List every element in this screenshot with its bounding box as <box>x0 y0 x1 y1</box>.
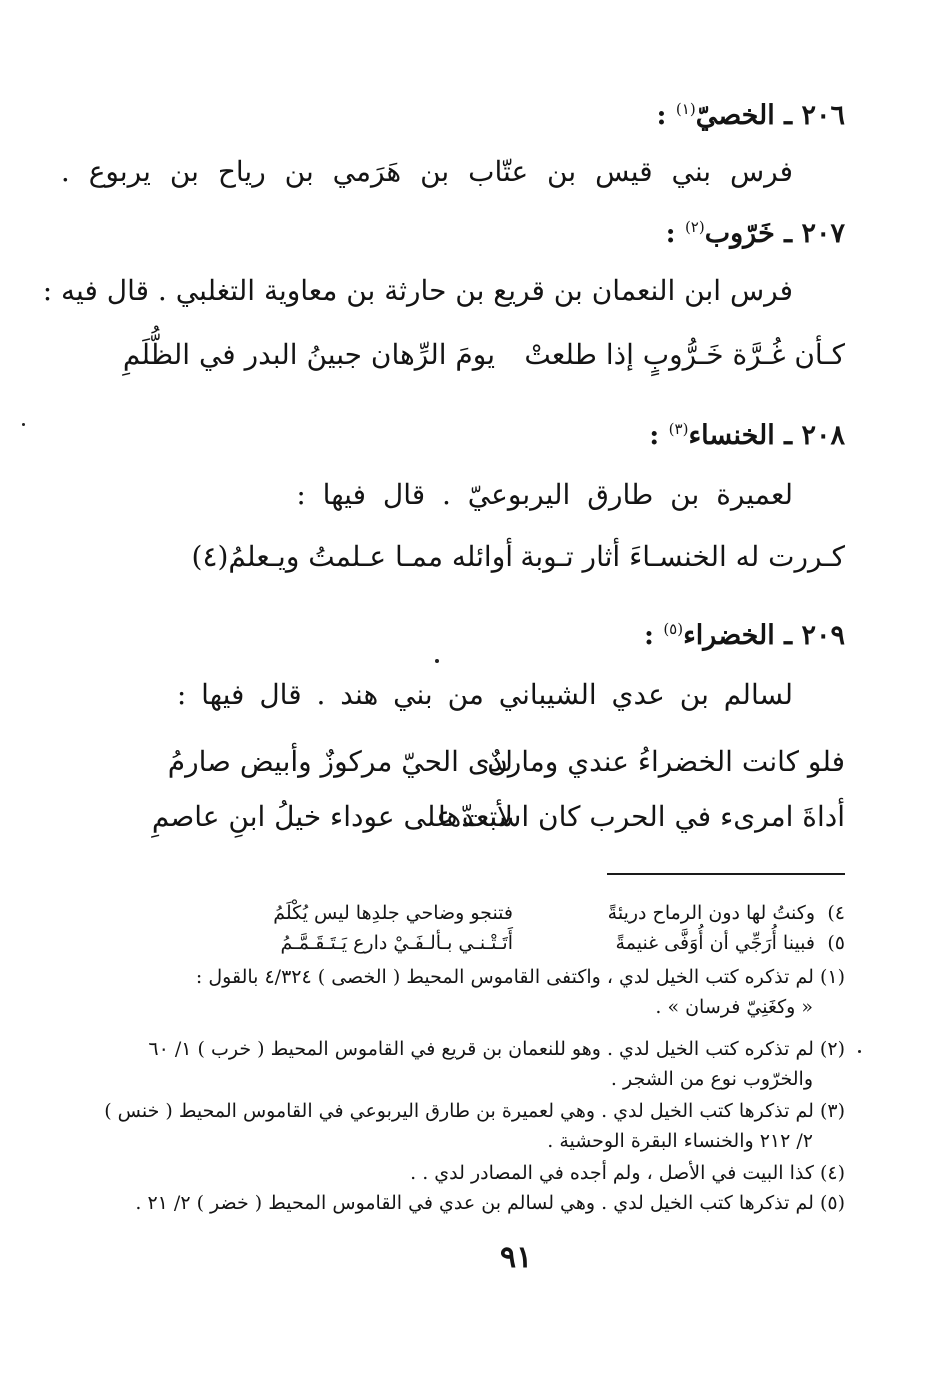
verse-207 <box>0 338 933 378</box>
verse-first-hemistich: فلو كانت الخضراءُ عندي ومارنٌ <box>487 745 845 778</box>
footnote-5-line-1: (٥) لم تذكرها كتب الخيل لدي . وهي لسالم بن عدي في القاموس المحيط ( خضر ) ٢/ ٢١ . <box>135 1192 845 1214</box>
entry-number: ٢٠٦ <box>801 100 845 131</box>
entry-heading-206: ٢٠٦ ـ الخصيّ$^{(١)}$ : <box>656 100 845 131</box>
footnote-1-line-1: (١) لم تذكره كتب الخيل لدي ، واكتفى القاموس المحيط ( الخصى ) ٤/٣٢٤ بالقول : <box>195 966 845 988</box>
verse-second-hemistich: فتنجو وضاحي جلدِها ليس يُكْلَمُ <box>273 902 513 924</box>
footnote-3-line-2: ٢/ ٢١٢ والخنساء البقرة الوحشية . <box>547 1130 813 1152</box>
footnote-verse-number: ٤) <box>827 902 845 924</box>
verse-second-hemistich: أوائله ممـا عـلمتُ ويـعلمُ(٤) <box>191 540 513 573</box>
footnote-2-line-2: والخرّوب نوع من الشجر . <box>610 1068 813 1090</box>
footnote-3-line-1: (٣) لم تذكرها كتب الخيل لدي . وهي لعميرة بن طارق اليربوعي في القاموس المحيط ( خنس ) <box>104 1100 845 1122</box>
entry-text-206: فرس بني قيس بن عتّاب بن هَرَمي بن رياح بن يربوع . <box>60 155 793 188</box>
entry-name: الخصيّ <box>695 100 775 131</box>
entry-heading-209: ٢٠٩ ـ الخضراء$^{(٥)}$ : <box>643 620 845 651</box>
verse-208 <box>0 540 933 580</box>
footnote-ref: (١) <box>675 100 696 118</box>
entry-heading-208: ٢٠٨ ـ الخنساء$^{(٣)}$ : <box>649 420 845 451</box>
footnote-verse-4 <box>0 902 933 932</box>
entry-name: خَرّوب <box>704 218 775 249</box>
verse-first-hemistich: كـأن غُـرَّة خَـرُّوبٍ إذا طلعتْ <box>524 338 845 371</box>
footnote-verse-5 <box>0 932 933 962</box>
verse-first-hemistich: فبينا أُرَجِّي أن أُوَفَّى غنيمةً <box>615 932 815 954</box>
verse-second-hemistich: يومَ الرِّهان جبينُ البدر في الظُّلَمِ <box>122 338 495 371</box>
verse-209-1 <box>0 745 933 785</box>
footnote-1-line-2: « وكغَنِيّ فرسان » . <box>655 996 813 1018</box>
entry-number: ٢٠٨ <box>801 420 845 451</box>
verse-second-hemistich: لدى الحيّ مركوزٌ وأبيض صارمُ <box>167 745 513 778</box>
verse-209-2 <box>0 800 933 840</box>
verse-second-hemistich: لأبت على عوداء خيلُ ابنِ عاصمِ <box>151 800 513 833</box>
entry-text-208: لعميرة بن طارق اليربوعيّ . قال فيها : <box>296 478 793 511</box>
entry-number: ٢٠٧ <box>801 218 845 249</box>
footnote-ref: (٣) <box>668 420 689 438</box>
verse-first-hemistich: وكنتُ لها دون الرماح دريئةً <box>607 902 815 924</box>
scan-speck <box>858 1050 861 1053</box>
entry-name: الخضراء <box>683 620 775 651</box>
entry-text-207: فرس ابن النعمان بن قريع بن حارثة بن معاوية التغلبي . قال فيه : <box>42 274 793 307</box>
entry-text-209: لسالم بن عدي الشيباني من بني هند . قال فيها : <box>176 678 793 711</box>
footnote-ref: (٢) <box>684 218 705 236</box>
footnote-ref: (٥) <box>663 620 684 638</box>
entry-heading-207: ٢٠٧ ـ خَرّوب$^{(٢)}$ : <box>665 218 845 249</box>
scan-speck <box>435 659 439 663</box>
entry-name: الخنساء <box>688 420 775 451</box>
verse-first-hemistich: أداةَ امرىء في الحرب كان استعدّها <box>437 800 845 833</box>
footnote-2-line-1: (٢) لم تذكره كتب الخيل لدي . وهو للنعمان بن قريع في القاموس المحيط ( خرب ) ١/ ٦٠ <box>148 1038 845 1060</box>
footnote-separator <box>607 873 845 875</box>
footnote-4-line-1: (٤) كذا البيت في الأصل ، ولم أجده في المصادر لدي . . <box>410 1162 845 1184</box>
scan-speck <box>22 423 25 426</box>
entry-number: ٢٠٩ <box>801 620 845 651</box>
page-number: ٩١ <box>500 1240 533 1275</box>
verse-first-hemistich: كـررت له الخنسـاءَ أثار تـوبة <box>520 540 845 573</box>
verse-second-hemistich: أَتَـتْـنـي بـألـفَـيْ دارع يَـتَـقَـمَّـمُ <box>280 932 513 954</box>
footnote-verse-number: ٥) <box>827 932 845 954</box>
